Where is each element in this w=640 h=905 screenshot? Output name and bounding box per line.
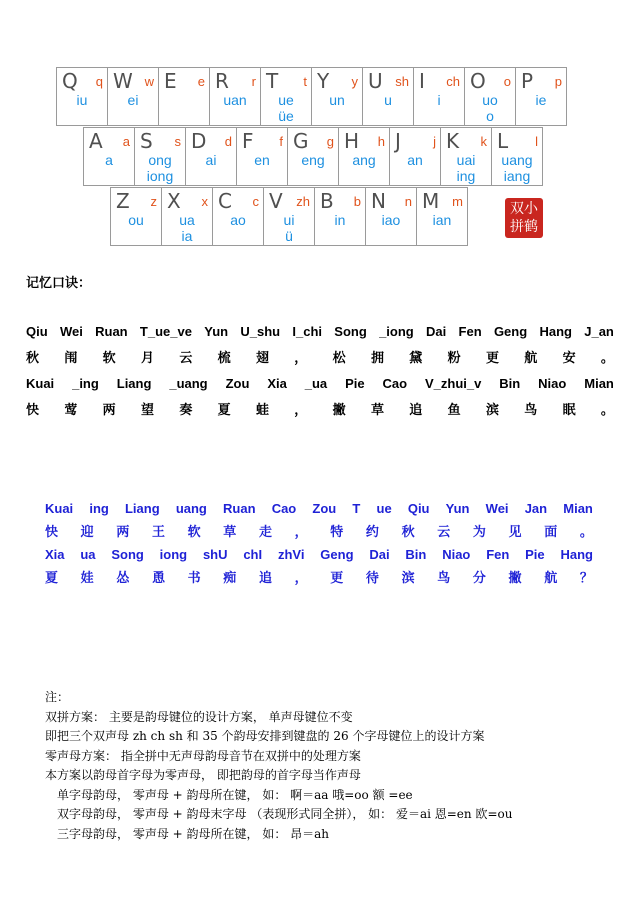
key-letter: P	[521, 69, 534, 93]
verse-line	[45, 497, 593, 520]
mnemonic-token: _ing	[72, 376, 99, 391]
key-final: eng	[301, 152, 325, 168]
verse-line	[45, 566, 593, 589]
mnemonic-token: 两	[102, 402, 116, 417]
key-z[interactable]	[110, 187, 162, 246]
key-initial: t	[303, 74, 307, 89]
key-final: iong	[146, 168, 174, 184]
mnemonic-token: 更	[485, 350, 499, 365]
verse-token: 。	[579, 524, 593, 539]
key-letter: E	[164, 69, 177, 93]
mnemonic-line	[26, 345, 614, 371]
key-finals	[492, 152, 542, 184]
key-final: ong	[148, 152, 172, 168]
verse-token: Zou	[312, 501, 337, 516]
key-y[interactable]	[311, 67, 363, 126]
key-m[interactable]	[416, 187, 468, 246]
key-x[interactable]	[161, 187, 213, 246]
verse-token: 迎	[80, 524, 94, 539]
verse-token: 草	[223, 524, 237, 539]
verse-token: 分	[472, 570, 486, 585]
mnemonic-token: 莺	[64, 402, 78, 417]
key-b[interactable]	[314, 187, 366, 246]
key-letter: W	[113, 69, 133, 93]
verse-lines	[45, 497, 593, 589]
verse-token: iong	[159, 547, 188, 562]
mnemonic-token: 松	[332, 350, 346, 365]
key-letter: O	[470, 69, 486, 93]
key-finals	[288, 152, 338, 168]
keyboard-row-3	[110, 187, 467, 246]
verse-token: 鸟	[437, 570, 451, 585]
key-letter: R	[215, 69, 229, 93]
verse-token: Niao	[442, 547, 471, 562]
key-finals	[237, 152, 287, 168]
mnemonic-token: Cao	[382, 376, 408, 391]
key-final: u	[384, 92, 392, 108]
verse-token: Dai	[369, 547, 390, 562]
verse-token: 痴	[223, 570, 237, 585]
verse-token: 娃	[80, 570, 94, 585]
mnemonic-line	[26, 371, 614, 397]
mnemonic-token: 鸟	[524, 402, 538, 417]
key-letter: M	[422, 189, 440, 213]
key-initial: a	[122, 134, 130, 149]
key-finals	[366, 212, 416, 228]
mnemonic-token: Geng	[493, 324, 528, 339]
mnemonic-token: _iong	[379, 324, 414, 339]
key-initial: j	[433, 134, 436, 149]
verse-token: 追	[258, 570, 272, 585]
seal-stamp: 双小拼鹤	[505, 198, 543, 238]
verse-token: ua	[80, 547, 96, 562]
mnemonic-lines	[26, 319, 614, 423]
mnemonic-token: 奏	[179, 402, 193, 417]
key-final: ui	[283, 212, 295, 228]
mnemonic-token: Fen	[458, 324, 482, 339]
key-initial: q	[95, 74, 103, 89]
key-c[interactable]	[212, 187, 264, 246]
key-letter: U	[368, 69, 383, 93]
mnemonic-token: 航	[524, 350, 538, 365]
mnemonic-token: 梳	[217, 350, 231, 365]
key-initial: g	[326, 134, 334, 149]
key-finals	[414, 92, 464, 108]
mnemonic-token: Ruan	[95, 324, 128, 339]
key-letter: T	[266, 69, 279, 93]
verse-token: Song	[111, 547, 144, 562]
key-letter: K	[446, 129, 460, 153]
key-letter: L	[497, 129, 509, 153]
mnemonic-token: 云	[179, 350, 193, 365]
mnemonic-token: 夏	[217, 402, 231, 417]
key-finals	[441, 152, 491, 184]
key-final: üe	[278, 108, 294, 124]
key-w[interactable]	[107, 67, 159, 126]
verse-line	[45, 543, 593, 566]
key-finals	[363, 92, 413, 108]
note-line: 零声母方案： 指全拼中无声母韵母音节在双拼中的处理方案	[45, 748, 361, 763]
key-d[interactable]	[185, 127, 237, 186]
verse-token: ，	[294, 524, 308, 539]
mnemonic-token: 软	[102, 350, 116, 365]
verse-token: 为	[472, 524, 486, 539]
mnemonic-token: Yun	[204, 324, 229, 339]
key-finals	[261, 92, 311, 124]
note-line: 本方案以韵母首字母为零声母， 即把韵母的首字母当作声母	[45, 768, 361, 782]
key-letter: C	[218, 189, 232, 213]
verse-token: 待	[365, 570, 379, 585]
key-final: uan	[223, 92, 247, 108]
key-finals	[315, 212, 365, 228]
keyboard-row-2	[83, 127, 542, 186]
key-h[interactable]	[338, 127, 390, 186]
key-final: ou	[128, 212, 144, 228]
key-final: ai	[205, 152, 217, 168]
key-g[interactable]	[287, 127, 339, 186]
mnemonic-token: 黛	[409, 350, 423, 365]
mnemonic-token: Bin	[499, 376, 521, 391]
key-final: i	[437, 92, 441, 108]
key-initial: r	[251, 74, 256, 89]
key-letter: A	[89, 129, 103, 153]
mnemonic-token: T_ue_ve	[139, 324, 192, 339]
verse-token: Yun	[445, 501, 470, 516]
key-q[interactable]	[56, 67, 108, 126]
verse-token: T	[352, 501, 361, 516]
key-finals	[264, 212, 314, 244]
key-f[interactable]	[236, 127, 288, 186]
key-a[interactable]	[83, 127, 135, 186]
key-t[interactable]	[260, 67, 312, 126]
key-initial: k	[480, 134, 487, 149]
mnemonic-token: _ua	[304, 376, 328, 391]
verse-token: ue	[376, 501, 392, 516]
key-finals	[57, 92, 107, 108]
verse-token: 走	[258, 524, 272, 539]
key-finals	[417, 212, 467, 228]
key-finals	[390, 152, 440, 168]
key-final: ing	[456, 168, 476, 184]
verse-token: 秋	[401, 524, 415, 539]
keyboard-row-1	[56, 67, 566, 126]
key-letter: V	[269, 189, 283, 213]
verse-token: Ruan	[223, 501, 256, 516]
key-final: in	[334, 212, 346, 228]
mnemonic-token: 安	[562, 350, 576, 365]
key-final: iang	[503, 168, 531, 184]
verse-token: 快	[45, 524, 59, 539]
mnemonic-token: ，	[294, 350, 308, 365]
key-final: ia	[181, 228, 193, 244]
mnemonic-token: 快	[26, 402, 40, 417]
key-finals	[186, 152, 236, 168]
mnemonic-token: 滨	[485, 402, 499, 417]
verse-token: ？	[579, 570, 593, 585]
key-finals	[84, 152, 134, 168]
verse-token: Liang	[124, 501, 160, 516]
key-letter: J	[395, 129, 401, 153]
key-initial: zh	[296, 194, 310, 209]
note-line: 即把三个双声母 zh ch sh 和 35 个韵母安排到键盘的 26 个字母键位上的设计方案	[45, 729, 485, 743]
key-final: ua	[179, 212, 195, 228]
verse-token: Kuai	[45, 501, 74, 516]
key-final: iao	[381, 212, 401, 228]
mnemonic-token: U_shu	[240, 324, 281, 339]
note-line: 三字母韵母， 零声母 + 韵母所在键， 如： 昂＝ah	[57, 826, 330, 841]
key-final: ü	[285, 228, 293, 244]
key-letter: Q	[62, 69, 78, 93]
key-finals	[465, 92, 515, 124]
key-finals	[162, 212, 212, 244]
mnemonic-token: 翅	[255, 350, 269, 365]
key-letter: Z	[116, 189, 130, 213]
note-line: 单字母韵母， 零声母 + 韵母所在键， 如： 啊＝aa 哦=oo 额 =ee	[57, 787, 413, 802]
mnemonic-token: V_zhui_v	[425, 376, 482, 391]
key-final: ang	[352, 152, 376, 168]
key-letter: X	[167, 189, 181, 213]
mnemonic-token: Zou	[225, 376, 250, 391]
mnemonic-line	[26, 319, 614, 345]
verse-token: uang	[175, 501, 207, 516]
verse-token: Xia	[45, 547, 65, 562]
mnemonic-token: Liang	[116, 376, 152, 391]
verse-token: 撇	[508, 570, 522, 585]
key-letter: D	[191, 129, 207, 153]
mnemonic-token: 月	[140, 350, 154, 365]
key-initial: c	[252, 194, 259, 209]
mnemonic-token: 撇	[332, 402, 346, 417]
verse-token: Qiu	[407, 501, 430, 516]
verse-token: 滨	[401, 570, 415, 585]
key-final: en	[254, 152, 270, 168]
mnemonic-line	[26, 397, 614, 423]
key-v[interactable]	[263, 187, 315, 246]
verse-token: Bin	[405, 547, 427, 562]
key-p[interactable]	[515, 67, 567, 126]
verse-token: 约	[365, 524, 379, 539]
mnemonic-token: Wei	[59, 324, 83, 339]
key-final: ian	[432, 212, 452, 228]
mnemonic-token: Mian	[584, 376, 614, 391]
mnemonic-token: Qiu	[26, 324, 48, 339]
key-k[interactable]	[440, 127, 492, 186]
key-final: uang	[501, 152, 533, 168]
key-final: o	[486, 108, 494, 124]
verse-token: 特	[330, 524, 344, 539]
key-final: uai	[456, 152, 476, 168]
mnemonic-token: J_an	[584, 324, 614, 339]
verse-token: Jan	[524, 501, 548, 516]
key-initial: sh	[395, 74, 409, 89]
key-s[interactable]	[134, 127, 186, 186]
verse-token: shU	[202, 547, 228, 562]
key-final: un	[329, 92, 345, 108]
key-initial: m	[452, 194, 463, 209]
key-final: a	[105, 152, 113, 168]
verse-token: 面	[544, 524, 558, 539]
mnemonic-token: Niao	[538, 376, 567, 391]
verse-token: Pie	[525, 547, 545, 562]
key-initial: o	[503, 74, 511, 89]
key-finals	[210, 92, 260, 108]
verse-token: Hang	[560, 547, 593, 562]
key-initial: h	[377, 134, 385, 149]
mnemonic-token: I_chi	[292, 324, 322, 339]
key-initial: x	[201, 194, 208, 209]
mnemonic-token: 。	[600, 350, 614, 365]
mnemonic-token: Song	[334, 324, 367, 339]
mnemonic-token: 秋	[26, 350, 40, 365]
verse-token: ing	[89, 501, 109, 516]
key-final: ie	[535, 92, 547, 108]
verse-token: 更	[330, 570, 344, 585]
verse-token: ，	[294, 570, 308, 585]
verse-token: Cao	[271, 501, 297, 516]
key-letter: F	[242, 129, 254, 153]
key-letter: Y	[317, 69, 330, 93]
mnemonic-token: 鱼	[447, 402, 461, 417]
verse-token: 见	[508, 524, 522, 539]
key-finals	[135, 152, 185, 184]
key-final: iu	[76, 92, 88, 108]
verse-token: 两	[116, 524, 130, 539]
key-initial: s	[174, 134, 181, 149]
mnemonic-title: 记忆口诀：	[26, 275, 92, 290]
verse-line	[45, 520, 593, 543]
mnemonic-token: ，	[294, 402, 308, 417]
key-initial: b	[353, 194, 361, 209]
key-o[interactable]	[464, 67, 516, 126]
key-final: an	[407, 152, 423, 168]
verse-token: Mian	[563, 501, 593, 516]
key-letter: B	[320, 189, 334, 213]
mnemonic-token: 望	[140, 402, 154, 417]
verse-token: 王	[151, 524, 165, 539]
key-initial: p	[554, 74, 562, 89]
key-u[interactable]	[362, 67, 414, 126]
key-finals	[111, 212, 161, 228]
verse-token: 软	[187, 524, 201, 539]
mnemonic-token: 追	[409, 402, 423, 417]
key-r[interactable]	[209, 67, 261, 126]
key-initial: ch	[446, 74, 460, 89]
key-letter: N	[371, 189, 386, 213]
key-initial: d	[224, 134, 232, 149]
mnemonic-token: _uang	[169, 376, 208, 391]
key-l[interactable]	[491, 127, 543, 186]
key-finals	[213, 212, 263, 228]
key-initial: n	[404, 194, 412, 209]
key-initial: y	[351, 74, 358, 89]
key-finals	[108, 92, 158, 108]
key-final: uo	[482, 92, 498, 108]
mnemonic-token: Hang	[539, 324, 572, 339]
key-finals	[312, 92, 362, 108]
note-line: 注：	[45, 690, 70, 704]
key-i[interactable]	[413, 67, 465, 126]
key-letter: G	[293, 129, 309, 153]
key-initial: f	[279, 134, 283, 149]
key-n[interactable]	[365, 187, 417, 246]
verse-token: Wei	[485, 501, 509, 516]
key-final: ao	[230, 212, 246, 228]
mnemonic-token: 粉	[447, 350, 461, 365]
mnemonic-token: Dai	[426, 324, 447, 339]
note-line: 双字母韵母， 零声母 + 韵母末字母 （表现形式同全拼）， 如： 爱＝ai 恩=en 欧=ou	[57, 807, 513, 821]
key-final: ue	[278, 92, 294, 108]
mnemonic-token: 拥	[370, 350, 384, 365]
verse-token: 夏	[45, 570, 59, 585]
mnemonic-token: 。	[600, 402, 614, 417]
key-initial: l	[535, 134, 538, 149]
verse-token: chI	[243, 547, 263, 562]
key-letter: H	[344, 129, 360, 153]
key-initial: e	[197, 74, 205, 89]
notes-block	[45, 688, 512, 844]
mnemonic-token: 闱	[64, 350, 78, 365]
key-initial: z	[150, 194, 157, 209]
key-initial: w	[144, 74, 154, 89]
mnemonic-token: Pie	[345, 376, 365, 391]
key-letter: S	[140, 129, 153, 153]
mnemonic-token: 草	[370, 402, 384, 417]
key-e[interactable]	[158, 67, 210, 126]
key-j[interactable]	[389, 127, 441, 186]
verse-token: 书	[187, 570, 201, 585]
verse-token: Geng	[320, 547, 354, 562]
mnemonic-token: Kuai	[26, 376, 55, 391]
verse-token: 恿	[151, 570, 165, 585]
key-finals	[339, 152, 389, 168]
key-letter: I	[419, 69, 425, 93]
key-finals	[516, 92, 566, 108]
mnemonic-token: 眠	[562, 402, 576, 417]
verse-token: zhVi	[277, 547, 305, 562]
key-final: ei	[127, 92, 139, 108]
verse-token: Fen	[486, 547, 510, 562]
verse-token: 航	[544, 570, 558, 585]
note-line: 双拼方案： 主要是韵母键位的设计方案， 单声母键位不变	[45, 709, 353, 724]
verse-token: 怂	[116, 570, 130, 585]
mnemonic-token: 蛙	[255, 402, 269, 417]
mnemonic-token: Xia	[267, 376, 287, 391]
verse-token: 云	[437, 524, 451, 539]
